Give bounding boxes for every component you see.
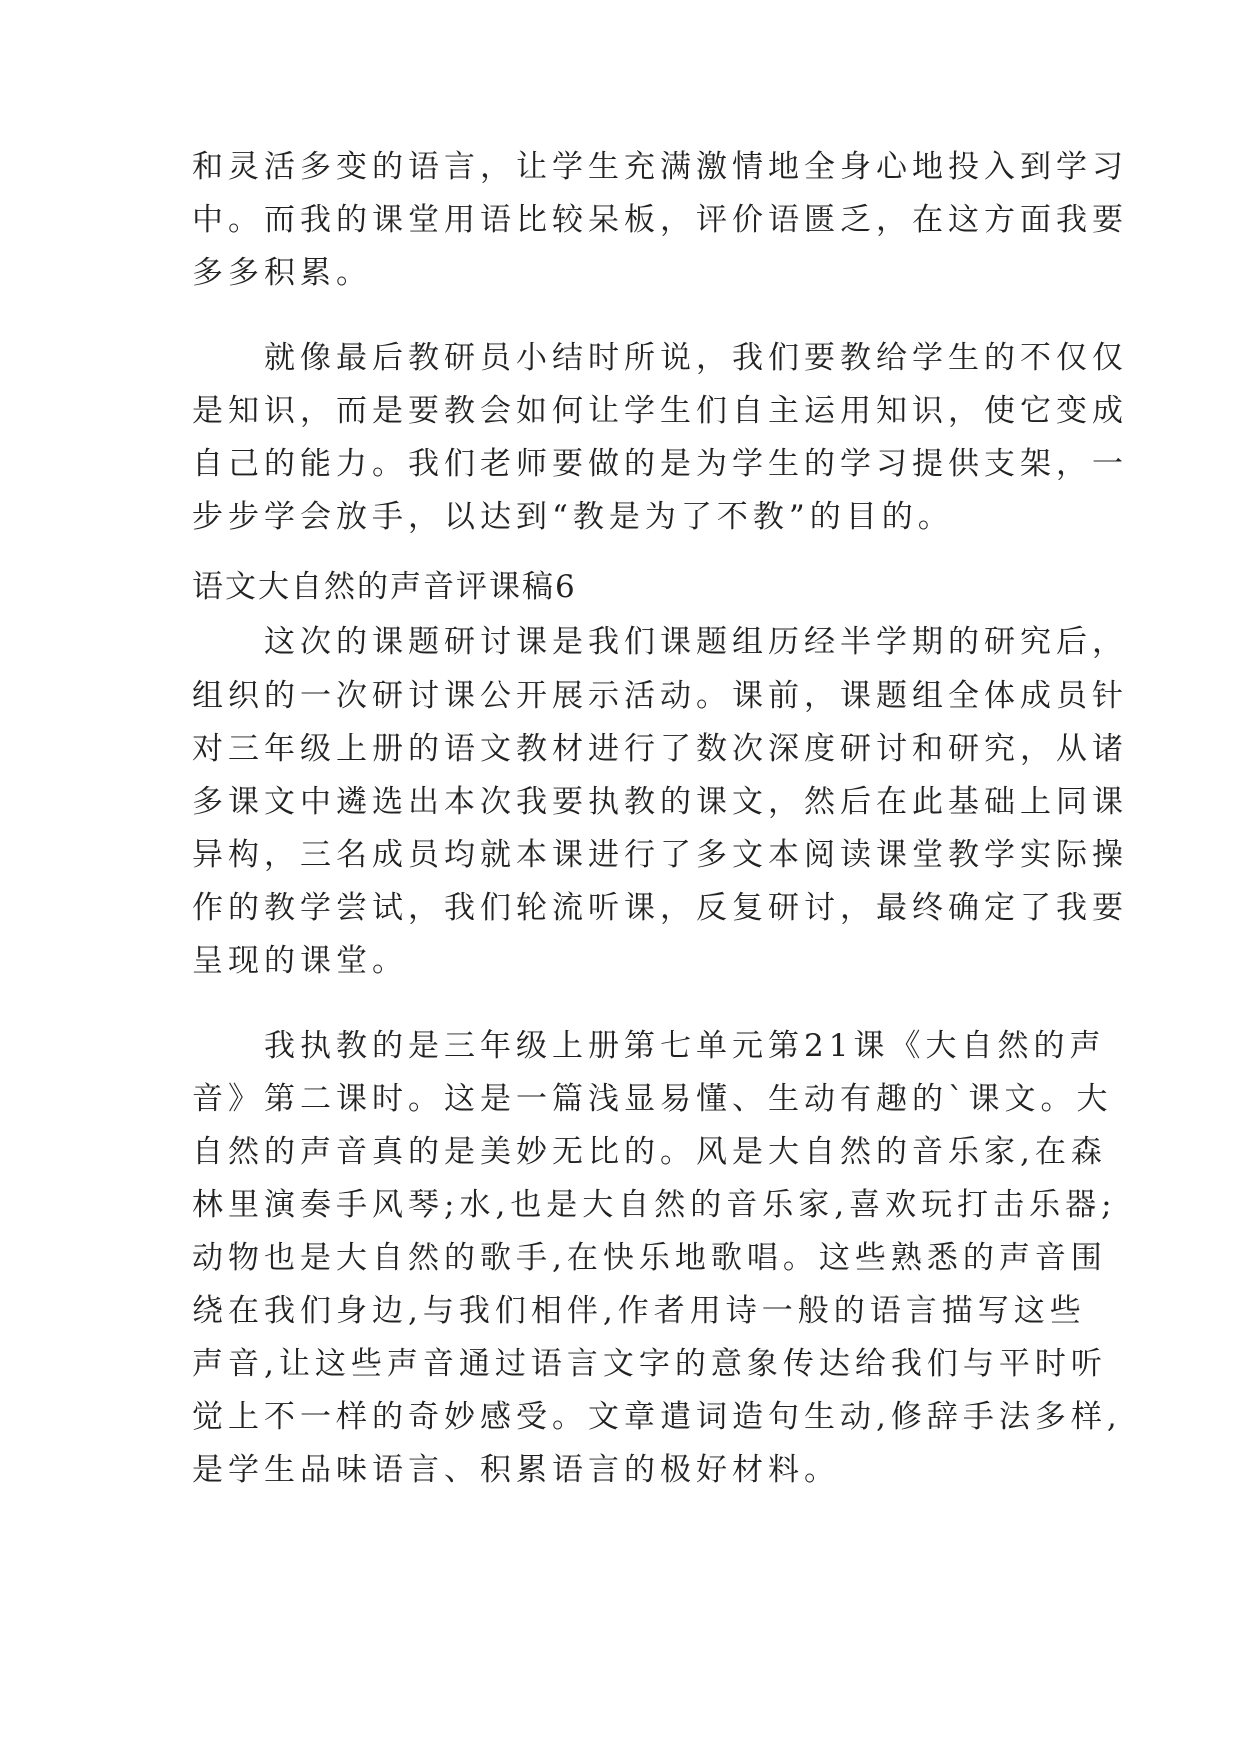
body-text-line: 就像最后教研员小结时所说，我们要教给学生的不仅仅 [192, 340, 1128, 376]
body-text-line: 中。而我的课堂用语比较呆板，评价语匮乏，在这方面我要 [192, 202, 1128, 238]
body-text-line: 多多积累。 [192, 255, 372, 291]
body-text-line: 异构，三名成员均就本课进行了多文本阅读课堂教学实际操 [192, 837, 1128, 873]
body-text-line: 步步学会放手，以达到“教是为了不教”的目的。 [192, 499, 954, 535]
body-text-line: 和灵活多变的语言，让学生充满激情地全身心地投入到学习 [192, 149, 1128, 185]
body-text-line: 是知识，而是要教会如何让学生们自主运用知识，使它变成 [192, 393, 1128, 429]
body-text-line: 音》第二课时。这是一篇浅显易懂、生动有趣的`课文。大 [192, 1081, 1113, 1117]
body-text-line: 自己的能力。我们老师要做的是为学生的学习提供支架，一 [192, 446, 1128, 482]
body-text-line: 作的教学尝试，我们轮流听课，反复研讨，最终确定了我要 [192, 890, 1128, 926]
body-text-line: 绕在我们身边,与我们相伴,作者用诗一般的语言描写这些 [192, 1293, 1086, 1329]
body-text-line: 多课文中遴选出本次我要执教的课文，然后在此基础上同课 [192, 784, 1128, 820]
body-text-line: 觉上不一样的奇妙感受。文章遣词造句生动,修辞手法多样, [192, 1399, 1122, 1435]
body-text-line: 声音,让这些声音通过语言文字的意象传达给我们与平时听 [192, 1346, 1107, 1382]
body-text-line: 组织的一次研讨课公开展示活动。课前，课题组全体成员针 [192, 678, 1128, 714]
body-text-line: 自然的声音真的是美妙无比的。风是大自然的音乐家,在森 [192, 1134, 1107, 1170]
body-text-line: 呈现的课堂。 [192, 943, 408, 979]
body-text-line: 我执教的是三年级上册第七单元第21课《大自然的声 [192, 1028, 1106, 1064]
body-text-line: 对三年级上册的语文教材进行了数次深度研讨和研究，从诸 [192, 731, 1128, 767]
body-text-line: 林里演奏手风琴;水,也是大自然的音乐家,喜欢玩打击乐器; [192, 1187, 1117, 1223]
body-text-line: 动物也是大自然的歌手,在快乐地歌唱。这些熟悉的声音围 [192, 1240, 1107, 1276]
body-text-line: 是学生品味语言、积累语言的极好材料。 [192, 1452, 840, 1488]
section-heading: 语文大自然的声音评课稿6 [192, 569, 577, 605]
body-text-line: 这次的课题研讨课是我们课题组历经半学期的研究后， [192, 624, 1128, 660]
